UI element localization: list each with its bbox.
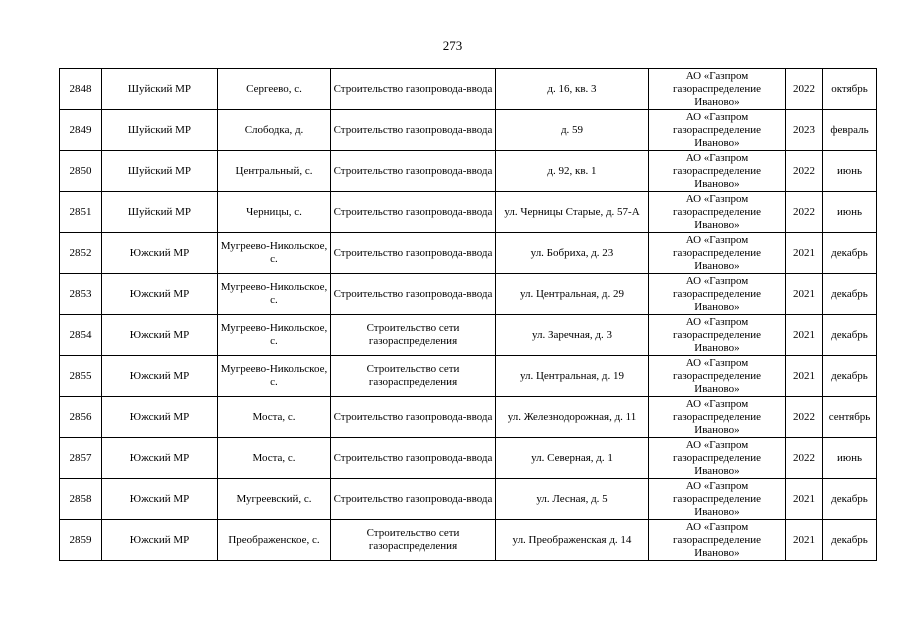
address-cell: ул. Черницы Старые, д. 57-А: [496, 192, 649, 233]
table-row: [60, 438, 877, 479]
organization-cell: АО «Газпром газораспределение Иваново»: [649, 69, 786, 110]
address-cell: д. 16, кв. 3: [496, 69, 649, 110]
organization-cell: АО «Газпром газораспределение Иваново»: [649, 520, 786, 561]
address-cell: ул. Бобриха, д. 23: [496, 233, 649, 274]
work-type-cell: Строительство газопровода-ввода: [331, 438, 496, 479]
locality-cell: Мугреево-Никольское, с.: [218, 233, 331, 274]
locality-cell: Мугреево-Никольское, с.: [218, 315, 331, 356]
address-cell: ул. Центральная, д. 19: [496, 356, 649, 397]
locality-cell: Мугреево-Никольское, с.: [218, 274, 331, 315]
year-cell: 2022: [786, 151, 823, 192]
district-cell: Южский МР: [102, 274, 218, 315]
row-number-cell: 2858: [60, 479, 102, 520]
work-type-cell: Строительство газопровода-ввода: [331, 192, 496, 233]
month-cell: июнь: [823, 192, 877, 233]
work-type-cell: Строительство газопровода-ввода: [331, 274, 496, 315]
year-cell: 2021: [786, 356, 823, 397]
address-cell: д. 92, кв. 1: [496, 151, 649, 192]
month-cell: декабрь: [823, 274, 877, 315]
district-cell: Южский МР: [102, 356, 218, 397]
district-cell: Шуйский МР: [102, 69, 218, 110]
district-cell: Шуйский МР: [102, 151, 218, 192]
month-cell: декабрь: [823, 315, 877, 356]
organization-cell: АО «Газпром газораспределение Иваново»: [649, 274, 786, 315]
month-cell: февраль: [823, 110, 877, 151]
row-number-cell: 2851: [60, 192, 102, 233]
row-number-cell: 2849: [60, 110, 102, 151]
table-row: [60, 520, 877, 561]
locality-cell: Моста, с.: [218, 438, 331, 479]
row-number-cell: 2859: [60, 520, 102, 561]
month-cell: декабрь: [823, 520, 877, 561]
table-body: [60, 69, 877, 561]
locality-cell: Слободка, д.: [218, 110, 331, 151]
row-number-cell: 2855: [60, 356, 102, 397]
work-type-cell: Строительство сети газораспределения: [331, 520, 496, 561]
work-type-cell: Строительство сети газораспределения: [331, 356, 496, 397]
district-cell: Южский МР: [102, 479, 218, 520]
locality-cell: Черницы, с.: [218, 192, 331, 233]
locality-cell: Центральный, с.: [218, 151, 331, 192]
locality-cell: Мугреевский, с.: [218, 479, 331, 520]
row-number-cell: 2848: [60, 69, 102, 110]
organization-cell: АО «Газпром газораспределение Иваново»: [649, 315, 786, 356]
table-row: [60, 110, 877, 151]
table-row: [60, 356, 877, 397]
month-cell: сентябрь: [823, 397, 877, 438]
table-row: [60, 479, 877, 520]
year-cell: 2021: [786, 315, 823, 356]
work-type-cell: Строительство газопровода-ввода: [331, 110, 496, 151]
district-cell: Южский МР: [102, 438, 218, 479]
table-row: [60, 192, 877, 233]
table-row: [60, 233, 877, 274]
organization-cell: АО «Газпром газораспределение Иваново»: [649, 397, 786, 438]
district-cell: Шуйский МР: [102, 110, 218, 151]
table-row: [60, 274, 877, 315]
organization-cell: АО «Газпром газораспределение Иваново»: [649, 479, 786, 520]
month-cell: декабрь: [823, 233, 877, 274]
table-row: [60, 315, 877, 356]
work-type-cell: Строительство газопровода-ввода: [331, 397, 496, 438]
row-number-cell: 2857: [60, 438, 102, 479]
table-row: [60, 397, 877, 438]
district-cell: Южский МР: [102, 315, 218, 356]
address-cell: ул. Заречная, д. 3: [496, 315, 649, 356]
month-cell: декабрь: [823, 356, 877, 397]
month-cell: декабрь: [823, 479, 877, 520]
year-cell: 2021: [786, 479, 823, 520]
month-cell: октябрь: [823, 69, 877, 110]
organization-cell: АО «Газпром газораспределение Иваново»: [649, 192, 786, 233]
work-type-cell: Строительство газопровода-ввода: [331, 69, 496, 110]
district-cell: Южский МР: [102, 233, 218, 274]
work-type-cell: Строительство газопровода-ввода: [331, 233, 496, 274]
locality-cell: Сергеево, с.: [218, 69, 331, 110]
organization-cell: АО «Газпром газораспределение Иваново»: [649, 233, 786, 274]
organization-cell: АО «Газпром газораспределение Иваново»: [649, 151, 786, 192]
row-number-cell: 2853: [60, 274, 102, 315]
district-cell: Южский МР: [102, 397, 218, 438]
address-cell: ул. Железнодорожная, д. 11: [496, 397, 649, 438]
gasification-table: [59, 68, 877, 561]
organization-cell: АО «Газпром газораспределение Иваново»: [649, 356, 786, 397]
row-number-cell: 2852: [60, 233, 102, 274]
work-type-cell: Строительство сети газораспределения: [331, 315, 496, 356]
year-cell: 2021: [786, 520, 823, 561]
work-type-cell: Строительство газопровода-ввода: [331, 479, 496, 520]
page-number: 273: [442, 38, 463, 53]
district-cell: Шуйский МР: [102, 192, 218, 233]
locality-cell: Моста, с.: [218, 397, 331, 438]
organization-cell: АО «Газпром газораспределение Иваново»: [649, 110, 786, 151]
row-number-cell: 2856: [60, 397, 102, 438]
address-cell: ул. Центральная, д. 29: [496, 274, 649, 315]
year-cell: 2023: [786, 110, 823, 151]
month-cell: июнь: [823, 151, 877, 192]
year-cell: 2021: [786, 274, 823, 315]
year-cell: 2022: [786, 397, 823, 438]
locality-cell: Преображенское, с.: [218, 520, 331, 561]
row-number-cell: 2854: [60, 315, 102, 356]
address-cell: ул. Преображенская д. 14: [496, 520, 649, 561]
year-cell: 2022: [786, 438, 823, 479]
row-number-cell: 2850: [60, 151, 102, 192]
district-cell: Южский МР: [102, 520, 218, 561]
year-cell: 2021: [786, 233, 823, 274]
address-cell: ул. Северная, д. 1: [496, 438, 649, 479]
organization-cell: АО «Газпром газораспределение Иваново»: [649, 438, 786, 479]
work-type-cell: Строительство газопровода-ввода: [331, 151, 496, 192]
address-cell: д. 59: [496, 110, 649, 151]
locality-cell: Мугреево-Никольское, с.: [218, 356, 331, 397]
year-cell: 2022: [786, 69, 823, 110]
table-row: [60, 69, 877, 110]
table-row: [60, 151, 877, 192]
address-cell: ул. Лесная, д. 5: [496, 479, 649, 520]
month-cell: июнь: [823, 438, 877, 479]
year-cell: 2022: [786, 192, 823, 233]
